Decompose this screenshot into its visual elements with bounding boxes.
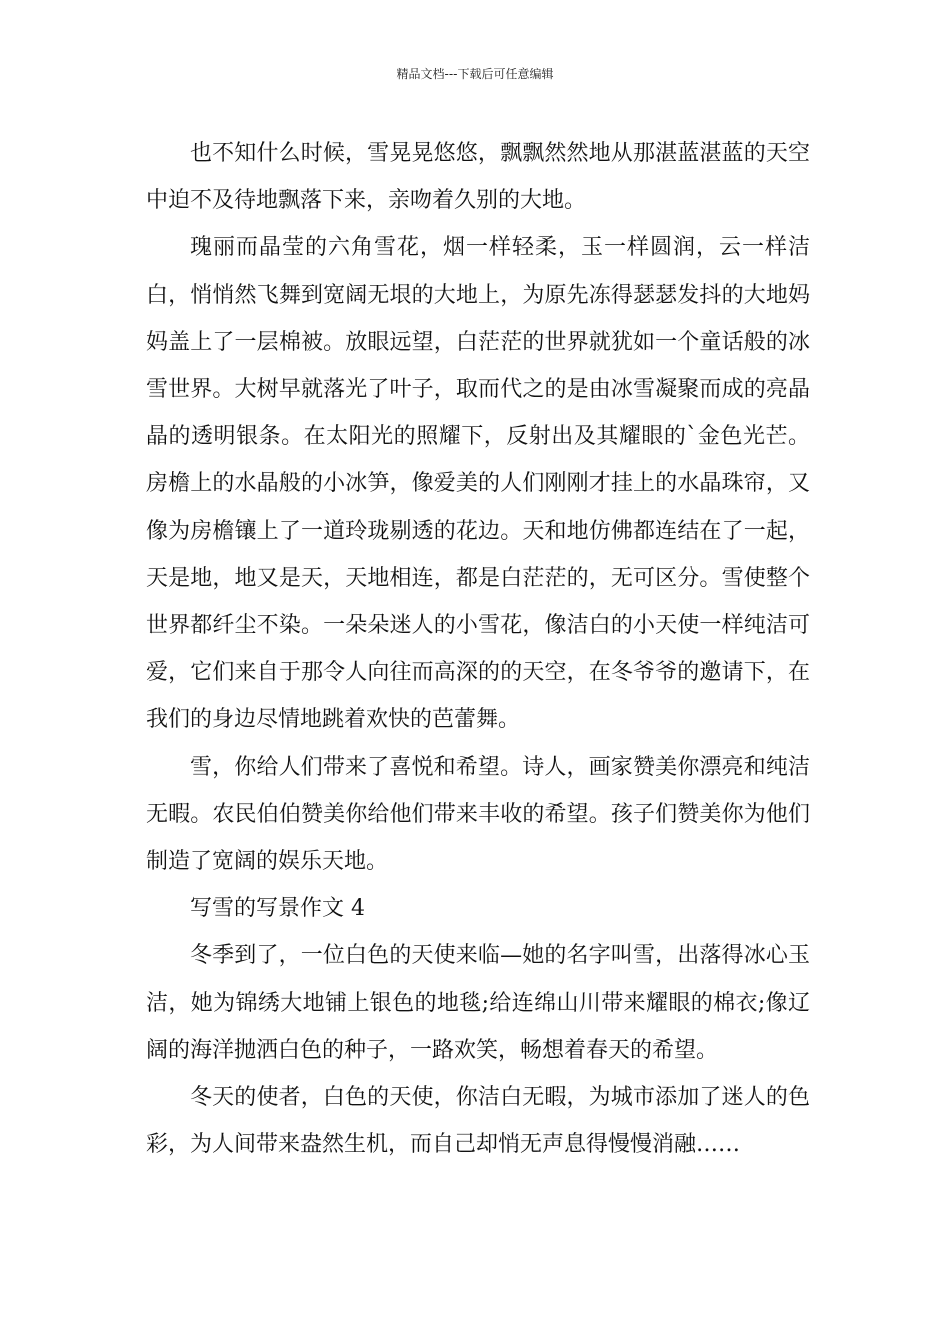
paragraph-1: 也不知什么时候，雪晃晃悠悠，飘飘然然地从那湛蓝湛蓝的天空中迫不及待地飘落下来，亲吻着久别的大地。	[146, 141, 810, 214]
paragraph-2: 瑰丽而晶莹的六角雪花，烟一样轻柔，玉一样圆润，云一样洁白，悄悄然飞舞到宽阔无垠的大地上，为原先冻得瑟瑟发抖的大地妈妈盖上了一层棉被。放眼远望，白茫茫的世界就犹如一个童话般的冰雪世界。大树早就落光了叶子，取而代之的是由冰雪凝聚而成的亮晶晶的透明银条。在太阳光的照耀下，反射出及其耀眼的`金色光芒。房檐上的水晶般的小冰笋，像爱美的人们刚刚才挂上的水晶珠帘，又像为房檐镶上了一道玲珑剔透的花边。天和地仿佛都连结在了一起，天是地，地又是天，天地相连，都是白茫茫的，无可区分。雪使整个世界都纤尘不染。一朵朵迷人的小雪花，像洁白的小天使一样纯洁可爱，它们来自于那令人向往而高深的的天空，在冬爷爷的邀请下，在我们的身边尽情地跳着欢快的芭蕾舞。	[146, 235, 810, 733]
document-body	[146, 130, 810, 1168]
paragraph-5: 冬天的使者，白色的天使，你洁白无暇，为城市添加了迷人的色彩，为人间带来盎然生机，而自己却悄无声息得慢慢消融……	[146, 1085, 810, 1158]
paragraph-4: 冬季到了，一位白色的天使来临—她的名字叫雪，出落得冰心玉洁，她为锦绣大地铺上银色的地毯;给连绵山川带来耀眼的棉衣;像辽阔的海洋抛洒白色的种子，一路欢笑，畅想着春天的希望。	[146, 943, 810, 1063]
section-heading: 写雪的写景作文 4	[190, 896, 365, 922]
paragraph-3: 雪，你给人们带来了喜悦和希望。诗人，画家赞美你漂亮和纯洁无暇。农民伯伯赞美你给他们带来丰收的希望。孩子们赞美你为他们制造了宽阔的娱乐天地。	[146, 754, 810, 875]
page-header: 精品文档---下载后可任意编辑	[396, 67, 554, 81]
